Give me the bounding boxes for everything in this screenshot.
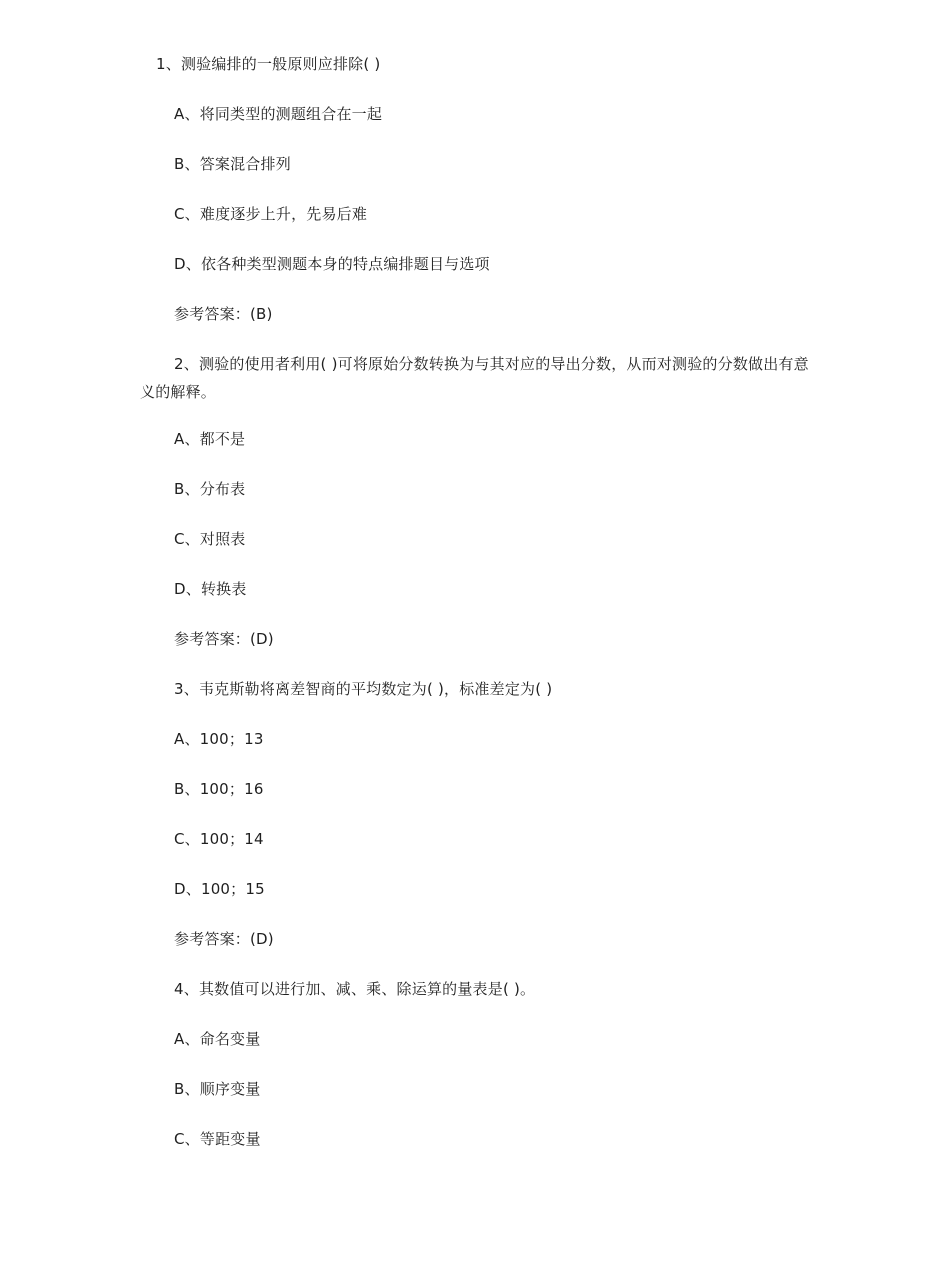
question-2-option-b: B、分布表: [174, 480, 246, 498]
question-4-option-b: B、顺序变量: [174, 1080, 261, 1098]
question-3-option-c: C、100；14: [174, 830, 264, 848]
question-1-option-c: C、难度逐步上升，先易后难: [174, 205, 368, 223]
question-3-stem: 3、韦克斯勒将离差智商的平均数定为( )，标准差定为( ): [174, 680, 553, 698]
question-2-option-a: A、都不是: [174, 430, 246, 448]
question-1-option-a: A、将同类型的测题组合在一起: [174, 105, 383, 123]
question-3-answer: 参考答案：(D): [174, 930, 274, 948]
question-1-option-b: B、答案混合排列: [174, 155, 291, 173]
question-2-option-c: C、对照表: [174, 530, 246, 548]
question-2-answer: 参考答案：(D): [174, 630, 274, 648]
question-1-stem: 1、测验编排的一般原则应排除( ): [156, 55, 381, 73]
question-3-option-a: A、100；13: [174, 730, 264, 748]
question-4-option-a: A、命名变量: [174, 1030, 261, 1048]
question-3-option-b: B、100；16: [174, 780, 264, 798]
question-2-stem: 2、测验的使用者利用( )可将原始分数转换为与其对应的导出分数，从而对测验的分数做出有意义的解释。: [140, 355, 809, 401]
question-2-option-d: D、转换表: [174, 580, 247, 598]
question-4-option-c: C、等距变量: [174, 1130, 261, 1148]
question-1-option-d: D、依各种类型测题本身的特点编排题目与选项: [174, 255, 490, 273]
question-3-option-d: D、100；15: [174, 880, 265, 898]
question-4-stem: 4、其数值可以进行加、减、乘、除运算的量表是( )。: [174, 980, 536, 998]
question-1-answer: 参考答案：(B): [174, 305, 273, 323]
